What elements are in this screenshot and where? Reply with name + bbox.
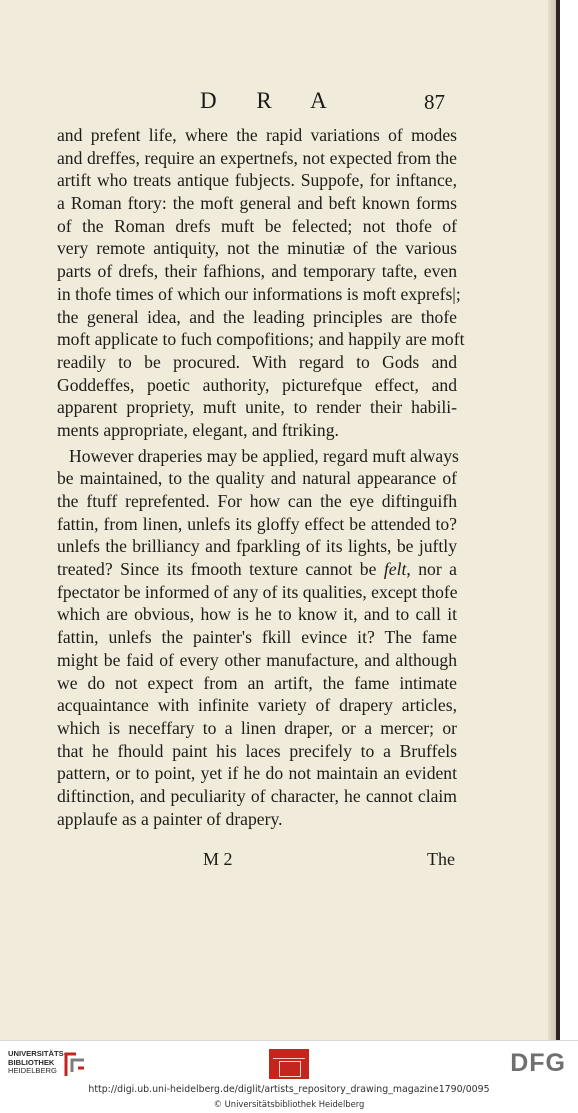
text-line: pattern, or to point, yet if he do not maintain an evident	[57, 763, 457, 784]
library-logo[interactable]	[8, 1048, 98, 1082]
text-line: fattin, from linen, unlefs its gloffy effect be attended to?	[57, 513, 457, 534]
text-line: fattin, unlefs the painter's fkill evince it? The fame	[57, 627, 457, 648]
text-line: artift who treats antique fubjects. Suppofe, for inftance,	[57, 170, 457, 191]
text-line: and dreffes, require an expertnefs, not expected from the	[57, 147, 457, 168]
text-line: in thofe times of which our informations is moft exprefs|;	[57, 283, 461, 304]
text-line: which is neceffary to a linen draper, or a mercer; or	[57, 717, 457, 738]
text-line: acquaintance with infinite variety of drapery articles,	[57, 695, 457, 716]
text-line: unlefs the brilliancy and fparkling of its lights, be juftly	[57, 536, 457, 557]
running-head	[0, 88, 560, 118]
text-line: that he fhould paint his laces precifely to a Bruffels	[57, 740, 457, 761]
text-line: a Roman ftory: the moft general and beft known forms	[57, 193, 457, 214]
running-head-title: D R A	[200, 88, 344, 113]
digital-library-logo[interactable]	[269, 1049, 309, 1079]
page-number: 87	[424, 90, 445, 114]
dfg-logo[interactable]: DFG	[510, 1049, 566, 1077]
page-edge-shadow	[548, 0, 556, 1040]
library-emblem-icon	[62, 1050, 88, 1078]
viewer-footer	[0, 1040, 578, 1113]
body-text	[57, 124, 465, 830]
library-name-line3: HEIDELBERG	[8, 1066, 57, 1076]
text-line: we do not expect from an artift, the fame intimate	[57, 672, 457, 693]
text-line: ments appropriate, elegant, and ftriking.	[57, 419, 339, 440]
text-line: Goddeffes, poetic authority, picturefque effect, and	[57, 374, 457, 395]
text-line: very remote antiquity, not the minutiæ of the various	[57, 238, 457, 259]
signature-mark: M 2	[203, 849, 233, 869]
text-line: might be faid of every other manufacture, and although	[57, 649, 457, 670]
text-line: of the Roman drefs muft be felected; not thofe of	[57, 215, 457, 236]
library-name-line2: BIBLIOTHEK	[8, 1057, 55, 1067]
library-name-line1: UNIVERSITÄTS-	[8, 1049, 67, 1058]
text-line: fpectator be informed of any of its qualities, except thofe	[57, 581, 458, 602]
text-line: diftinction, and peculiarity of character, he cannot claim	[57, 785, 457, 806]
text-line: the general idea, and the leading principles are thofe	[57, 306, 457, 327]
text-line: readily to be procured. With regard to Gods and	[57, 351, 457, 372]
text-line: moft applicate to fuch compofitions; and happily are moft	[57, 329, 465, 350]
text-line: be maintained, to the quality and natural appearance of	[57, 468, 457, 489]
text-line: and prefent life, where the rapid variations of modes	[57, 125, 457, 145]
text-line: parts of drefs, their fafhions, and temporary tafte, even	[57, 261, 457, 282]
text-line: However draperies may be applied, regard muft always	[69, 445, 459, 466]
text-line: the ftuff reprefented. For how can the eye diftinguifh	[57, 491, 457, 511]
catchword: The	[427, 849, 455, 869]
copyright-notice: © Universitätsbibliothek Heidelberg	[213, 1099, 365, 1109]
text-line: treated? Since its fmooth texture cannot be felt, nor a	[57, 559, 457, 580]
text-line: which are obvious, how is he to know it, and to call it	[57, 604, 457, 625]
permalink-url[interactable]: http://digi.ub.uni-heidelberg.de/diglit/artists_repository_drawing_magazine1790/0095	[88, 1084, 490, 1095]
text-line: apparent propriety, muft unite, to render their habili-	[57, 397, 457, 418]
text-line: applaufe as a painter of drapery.	[57, 808, 283, 829]
